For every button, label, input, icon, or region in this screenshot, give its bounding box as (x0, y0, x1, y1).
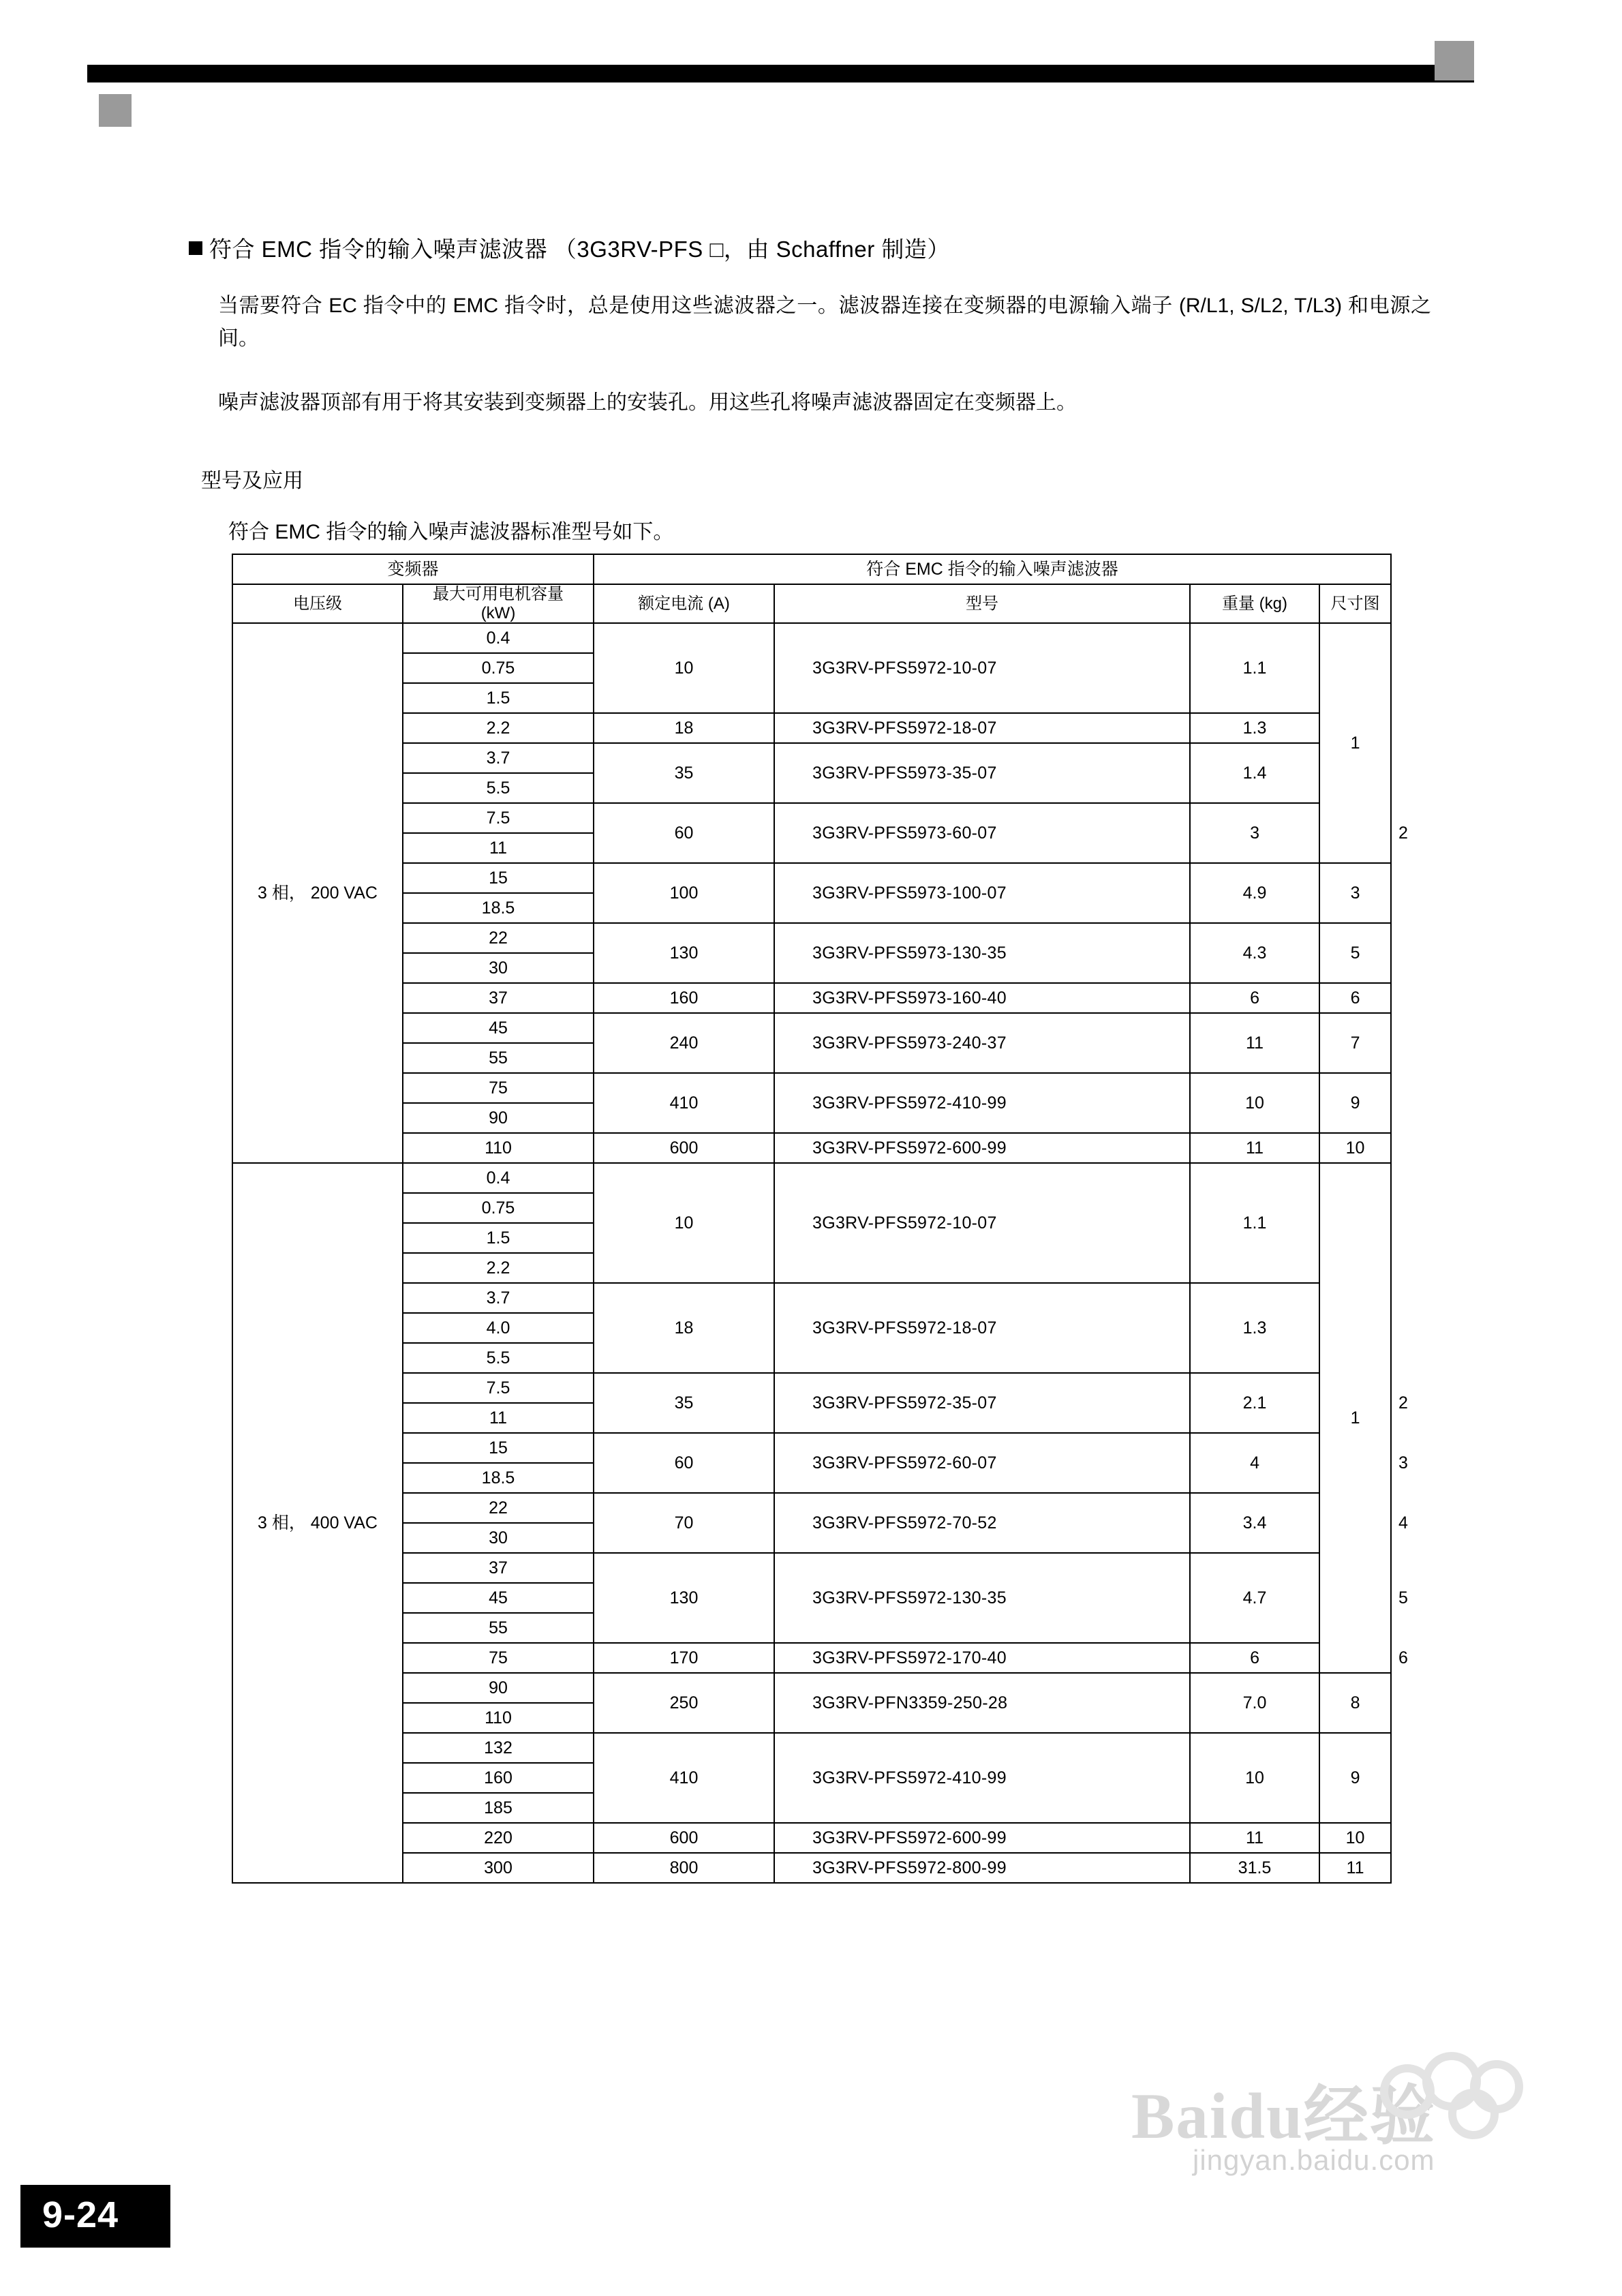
table-row (232, 1823, 1391, 1853)
col-header-model: 型号 (774, 584, 1190, 623)
cell-motor-capacity: 15 (403, 863, 594, 893)
cell-rated-current: 10 (594, 623, 774, 713)
cell-motor-capacity: 220 (403, 1823, 594, 1853)
cell-model: 3G3RV-PFS5973-130-35 (774, 923, 1190, 983)
cell-rated-current: 18 (594, 713, 774, 743)
cell-model: 3G3RV-PFS5972-170-40 (774, 1643, 1190, 1673)
group-header-inverter: 变频器 (232, 554, 594, 584)
cell-motor-capacity: 18.5 (403, 1463, 594, 1493)
cell-weight: 2.1 (1190, 1373, 1319, 1433)
cell-model: 3G3RV-PFS5973-240-37 (774, 1013, 1190, 1073)
table-row: 22 70 3G3RV-PFS5972-70-52 3.4 4 (232, 1493, 1391, 1523)
cell-rated-current: 35 (594, 743, 774, 803)
cell-weight: 6 (1190, 1643, 1319, 1673)
paragraph-3: 符合 EMC 指令的输入噪声滤波器标准型号如下。 (228, 521, 674, 543)
table-row (232, 923, 1391, 953)
page-number: 9-24 (42, 2194, 119, 2235)
cell-model: 3G3RV-PFS5972-70-52 (774, 1493, 1190, 1553)
cell-motor-capacity: 1.5 (403, 1223, 594, 1253)
cell-rated-current: 130 (594, 1553, 774, 1643)
cell-model: 3G3RV-PFS5972-18-07 (774, 713, 1190, 743)
cell-weight: 1.4 (1190, 743, 1319, 803)
cell-motor-capacity: 185 (403, 1793, 594, 1823)
cell-dimension-drawing: 3 (1319, 863, 1391, 923)
cell-motor-capacity: 300 (403, 1853, 594, 1883)
table-row (232, 1283, 1391, 1313)
watermark (1131, 2052, 1567, 2202)
cell-voltage-class: 3 相， 200 VAC (232, 623, 403, 1163)
cell-weight: 7.0 (1190, 1673, 1319, 1733)
cell-rated-current: 70 (594, 1493, 774, 1553)
cell-model: 3G3RV-PFS5972-800-99 (774, 1853, 1190, 1883)
table-row: 75 170 3G3RV-PFS5972-170-40 6 6 (232, 1643, 1391, 1673)
cell-weight: 4.9 (1190, 863, 1319, 923)
cell-model: 3G3RV-PFN3359-250-28 (774, 1673, 1190, 1733)
cell-weight: 6 (1190, 983, 1319, 1013)
table-row (232, 1133, 1391, 1163)
header-square-right (1435, 41, 1474, 80)
cell-motor-capacity: 22 (403, 923, 594, 953)
cell-rated-current: 410 (594, 1733, 774, 1823)
table-group-header-row (232, 554, 1391, 584)
cell-weight: 11 (1190, 1823, 1319, 1853)
cell-model: 3G3RV-PFS5972-18-07 (774, 1283, 1190, 1373)
cell-rated-current: 600 (594, 1823, 774, 1853)
cell-rated-current: 170 (594, 1643, 774, 1673)
subheading-models-and-applications: 型号及应用 (201, 470, 303, 492)
table-column-header-row (232, 584, 1391, 623)
cell-weight: 10 (1190, 1073, 1319, 1133)
col-header-capacity-line2: (kW) (480, 603, 516, 622)
cell-dimension-drawing: 5 (1319, 923, 1391, 983)
cell-motor-capacity: 90 (403, 1103, 594, 1133)
cell-motor-capacity: 2.2 (403, 1253, 594, 1283)
cell-rated-current: 18 (594, 1283, 774, 1373)
cell-motor-capacity: 18.5 (403, 893, 594, 923)
cell-motor-capacity: 55 (403, 1043, 594, 1073)
cell-model: 3G3RV-PFS5973-60-07 (774, 803, 1190, 863)
cell-rated-current: 100 (594, 863, 774, 923)
cell-dimension-drawing: 1 (1319, 623, 1391, 863)
cell-motor-capacity: 37 (403, 983, 594, 1013)
cell-motor-capacity: 45 (403, 1583, 594, 1613)
cell-rated-current: 410 (594, 1073, 774, 1133)
cell-motor-capacity: 45 (403, 1013, 594, 1043)
cell-motor-capacity: 132 (403, 1733, 594, 1763)
table-row (232, 863, 1391, 893)
cell-rated-current: 800 (594, 1853, 774, 1883)
cell-motor-capacity: 5.5 (403, 1343, 594, 1373)
cell-model: 3G3RV-PFS5973-160-40 (774, 983, 1190, 1013)
cell-motor-capacity: 90 (403, 1673, 594, 1703)
cell-model: 3G3RV-PFS5972-60-07 (774, 1433, 1190, 1493)
cell-rated-current: 35 (594, 1373, 774, 1433)
table-row (232, 983, 1391, 1013)
cell-motor-capacity: 5.5 (403, 773, 594, 803)
col-header-weight: 重量 (kg) (1190, 584, 1319, 623)
table-row (232, 1013, 1391, 1043)
cell-motor-capacity: 30 (403, 1523, 594, 1553)
cell-dimension-drawing: 9 (1319, 1073, 1391, 1133)
filter-spec-table-wrapper (232, 554, 1408, 1884)
watermark-sub-text: jingyan.baidu.com (1193, 2144, 1435, 2176)
cell-weight: 11 (1190, 1133, 1319, 1163)
cell-model: 3G3RV-PFS5972-35-07 (774, 1373, 1190, 1433)
cell-motor-capacity: 110 (403, 1703, 594, 1733)
col-header-dimension-drawing: 尺寸图 (1319, 584, 1391, 623)
cell-model: 3G3RV-PFS5972-600-99 (774, 1823, 1190, 1853)
cell-motor-capacity: 37 (403, 1553, 594, 1583)
cell-weight: 4.7 (1190, 1553, 1319, 1643)
cell-motor-capacity: 11 (403, 1403, 594, 1433)
cell-weight: 1.3 (1190, 1283, 1319, 1373)
cell-motor-capacity: 55 (403, 1613, 594, 1643)
cell-weight: 1.1 (1190, 1163, 1319, 1283)
col-header-rated-current: 额定电流 (A) (594, 584, 774, 623)
cell-rated-current: 250 (594, 1673, 774, 1733)
group-header-filter: 符合 EMC 指令的输入噪声滤波器 (594, 554, 1391, 584)
watermark-main-text: Baidu经验 (1131, 2080, 1436, 2152)
table-row (232, 623, 1391, 653)
cell-motor-capacity: 0.4 (403, 1163, 594, 1193)
cell-dimension-drawing: 6 (1319, 983, 1391, 1013)
cell-weight: 1.3 (1190, 713, 1319, 743)
cell-model: 3G3RV-PFS5973-35-07 (774, 743, 1190, 803)
table-body (232, 623, 1408, 1883)
table-row (232, 713, 1391, 743)
cell-weight: 3.4 (1190, 1493, 1319, 1553)
cell-model: 3G3RV-PFS5972-130-35 (774, 1553, 1190, 1643)
cell-motor-capacity: 0.75 (403, 653, 594, 683)
cell-motor-capacity: 15 (403, 1433, 594, 1463)
cell-rated-current: 240 (594, 1013, 774, 1073)
col-header-capacity-line1: 最大可用电机容量 (433, 585, 564, 603)
cell-motor-capacity: 75 (403, 1073, 594, 1103)
cell-weight: 3 (1190, 803, 1319, 863)
cell-model: 3G3RV-PFS5972-600-99 (774, 1133, 1190, 1163)
cell-rated-current: 10 (594, 1163, 774, 1283)
cell-dimension-drawing: 1 (1319, 1163, 1391, 1673)
table-row (232, 1733, 1391, 1763)
cell-dimension-drawing: 10 (1319, 1133, 1391, 1163)
cell-rated-current: 160 (594, 983, 774, 1013)
cell-rated-current: 60 (594, 1433, 774, 1493)
col-header-voltage-class: 电压级 (232, 584, 403, 623)
cell-dimension-drawing: 7 (1319, 1013, 1391, 1073)
cell-weight: 11 (1190, 1013, 1319, 1073)
table-row (232, 1073, 1391, 1103)
cell-motor-capacity: 3.7 (403, 1283, 594, 1313)
table-row (232, 743, 1391, 773)
paragraph-2: 噪声滤波器顶部有用于将其安装到变频器上的安装孔。用这些孔将噪声滤波器固定在变频器上。 (218, 391, 1077, 414)
table-row: 37 130 3G3RV-PFS5972-130-35 4.7 5 (232, 1553, 1391, 1583)
cell-motor-capacity: 0.4 (403, 623, 594, 653)
cell-motor-capacity: 0.75 (403, 1193, 594, 1223)
cell-motor-capacity: 160 (403, 1763, 594, 1793)
cell-weight: 1.1 (1190, 623, 1319, 713)
table-row (232, 1853, 1391, 1883)
cell-motor-capacity: 7.5 (403, 803, 594, 833)
cell-rated-current: 130 (594, 923, 774, 983)
cell-weight: 10 (1190, 1733, 1319, 1823)
header-square-left (99, 94, 132, 127)
cell-weight: 4.3 (1190, 923, 1319, 983)
section-title-text: 符合 EMC 指令的输入噪声滤波器 （3G3RV-PFS □，由 Schaffner 制造） (209, 237, 950, 262)
cell-motor-capacity: 2.2 (403, 713, 594, 743)
cell-dimension-drawing: 11 (1319, 1853, 1391, 1883)
table-row (232, 1163, 1391, 1193)
cell-voltage-class: 3 相， 400 VAC (232, 1163, 403, 1883)
table-row: 7.5 60 3G3RV-PFS5973-60-07 3 2 (232, 803, 1391, 833)
table-row: 7.5 35 3G3RV-PFS5972-35-07 2.1 2 (232, 1373, 1391, 1403)
header-rule (87, 65, 1474, 82)
filter-spec-table (232, 554, 1408, 1884)
cell-model: 3G3RV-PFS5972-410-99 (774, 1733, 1190, 1823)
cell-dimension-drawing: 9 (1319, 1733, 1391, 1823)
cell-motor-capacity: 1.5 (403, 683, 594, 713)
cell-model: 3G3RV-PFS5973-100-07 (774, 863, 1190, 923)
cell-motor-capacity: 7.5 (403, 1373, 594, 1403)
cell-dimension-drawing: 10 (1319, 1823, 1391, 1853)
cell-weight: 31.5 (1190, 1853, 1319, 1883)
section-title (189, 232, 950, 264)
watermark-circles-icon (1380, 2052, 1544, 2127)
cell-motor-capacity: 110 (403, 1133, 594, 1163)
cell-weight: 4 (1190, 1433, 1319, 1493)
cell-motor-capacity: 75 (403, 1643, 594, 1673)
cell-rated-current: 600 (594, 1133, 774, 1163)
cell-rated-current: 60 (594, 803, 774, 863)
cell-motor-capacity: 4.0 (403, 1313, 594, 1343)
paragraph-1: 当需要符合 EC 指令中的 EMC 指令时，总是使用这些滤波器之一。滤波器连接在变频器的电源输入端子 (R/L1, S/L2, T/L3) 和电源之间。 (218, 294, 1431, 350)
table-row: 15 60 3G3RV-PFS5972-60-07 4 3 (232, 1433, 1391, 1463)
cell-motor-capacity: 30 (403, 953, 594, 983)
cell-model: 3G3RV-PFS5972-10-07 (774, 1163, 1190, 1283)
cell-motor-capacity: 11 (403, 833, 594, 863)
col-header-max-motor-capacity (403, 584, 594, 623)
cell-dimension-drawing: 8 (1319, 1673, 1391, 1733)
cell-model: 3G3RV-PFS5972-10-07 (774, 623, 1190, 713)
table-row (232, 1673, 1391, 1703)
cell-motor-capacity: 22 (403, 1493, 594, 1523)
bullet-square-icon (189, 241, 202, 255)
cell-motor-capacity: 3.7 (403, 743, 594, 773)
cell-model: 3G3RV-PFS5972-410-99 (774, 1073, 1190, 1133)
